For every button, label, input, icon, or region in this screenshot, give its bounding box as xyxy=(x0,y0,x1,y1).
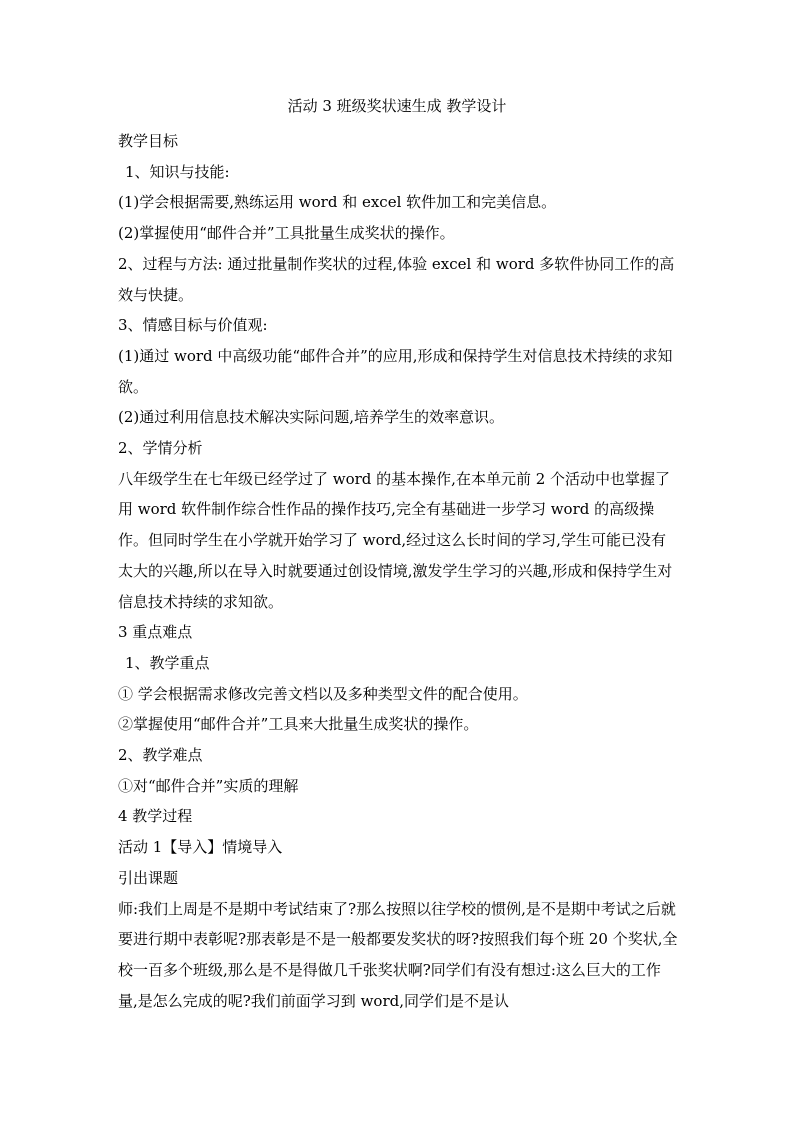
subheading-emotional-goals: 3、情感目标与价值观: xyxy=(118,316,268,335)
paragraph: (1)通过 word 中高级功能“邮件合并”的应用,形成和保持学生对信息技术持续的求知欲。 xyxy=(118,346,673,396)
heading-key-difficult-points: 3 重点难点 xyxy=(118,623,193,642)
paragraph: 引出课题 xyxy=(118,868,179,887)
paragraph: (1)学会根据需要,熟练运用 word 和 excel 软件加工和完美信息。 xyxy=(118,193,557,212)
paragraph: 八年级学生在七年级已经学过了 word 的基本操作,在本单元前 2 个活动中也掌握了用 word 软件制作综合性作品的操作技巧,完全有基础进一步学习 word 的高级操作。但同时学生在小学就开始学习了 word,经过这么长时间的学习,学生可能已没有太大的兴趣,所以在导入时就要通过创设情境,激发学生学习的兴趣,形成和保持学生对信息技术持续的求知欲。 xyxy=(118,469,673,611)
heading-teaching-goals: 教学目标 xyxy=(118,132,179,150)
document-body xyxy=(118,126,680,1016)
heading-learner-analysis: 2、学情分析 xyxy=(118,439,203,458)
heading-teaching-process: 4 教学过程 xyxy=(118,807,193,826)
list-item: ②掌握使用“邮件合并”工具来大批量生成奖状的操作。 xyxy=(118,715,479,734)
paragraph: 师:我们上周是不是期中考试结束了?那么按照以往学校的惯例,是不是期中考试之后就要进行期中表彰呢?那表彰是不是一般都要发奖状的呀?按照我们每个班 20 个奖状,全校一百多个班级,那么是不是得做几千张奖状啊?同学们有没有想过:这么巨大的工作量,是怎么完成的呢?我们前面学习到 word,同学们是不是认 xyxy=(118,899,678,1010)
subheading-activity-1: 活动 1【导入】情境导入 xyxy=(118,838,283,857)
paragraph: 2、过程与方法: 通过批量制作奖状的过程,体验 excel 和 word 多软件协同工作的高效与快捷。 xyxy=(118,254,675,304)
paragraph: (2)通过利用信息技术解决实际问题,培养学生的效率意识。 xyxy=(118,408,505,427)
document-title: 活动 3 班级奖状速生成 教学设计 xyxy=(287,97,507,115)
subheading-difficult-points: 2、教学难点 xyxy=(118,746,203,765)
subheading-knowledge-skills: 1、知识与技能: xyxy=(125,162,230,181)
list-item: ① 学会根据需求修改完善文档以及多种类型文件的配合使用。 xyxy=(118,684,528,703)
list-item: ①对“邮件合并”实质的理解 xyxy=(118,776,299,795)
paragraph: (2)掌握使用“邮件合并”工具批量生成奖状的操作。 xyxy=(118,224,455,243)
subheading-key-points: 1、教学重点 xyxy=(125,653,210,672)
